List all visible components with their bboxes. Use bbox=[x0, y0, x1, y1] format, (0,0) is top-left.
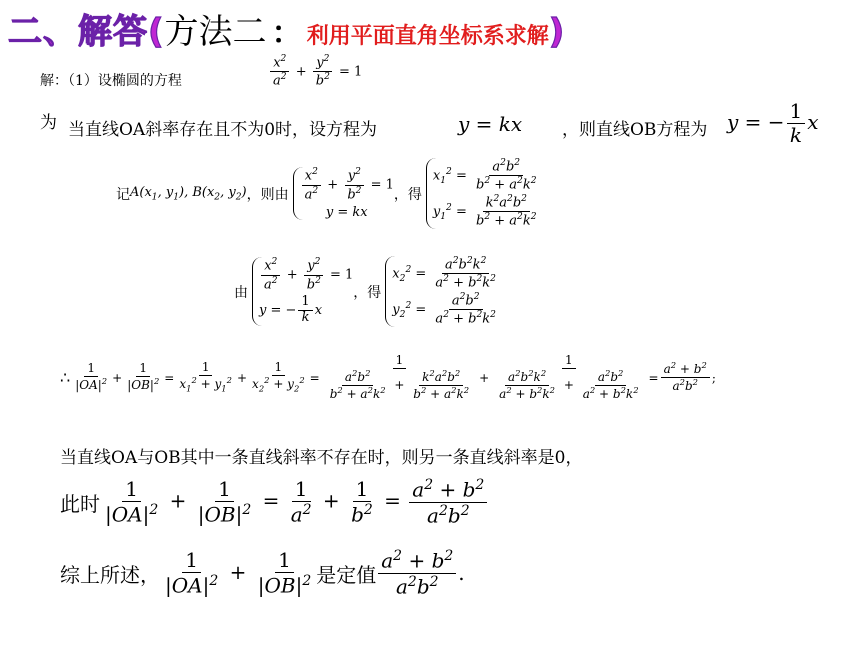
line-ob-text: ，则直线OB方程为 bbox=[562, 120, 708, 140]
system-one-result: $x_1^2$ = $\frac{a^2b^2}{b^2 + a^2k^2}$ $y_1^2$ = $\frac{k^2a^2b^2}{b^2 + a^2k^2}$ bbox=[426, 158, 542, 229]
section-header bbox=[8, 4, 564, 53]
system-two-get: ，得 bbox=[353, 284, 382, 301]
system-two-result: $x_2^2$ = $\frac{a^2b^2k^2}{a^2 + b^2k^2}$ $y_2^2$ = $\frac{a^2b^2}{a^2 + b^2k^2}$ bbox=[385, 256, 501, 327]
intro-line bbox=[40, 70, 182, 90]
fixed-value-label: 是定值 bbox=[316, 562, 377, 587]
line-ob-equation: y = − $\frac{1}{k}$ x bbox=[727, 99, 819, 147]
system-one-get: ，得 bbox=[393, 186, 422, 203]
system-one-brace: $\frac{x^2}{a^2}$ + $\frac{y^2}{b^2}$ = 1 y = kx bbox=[293, 167, 394, 220]
intro-suffix: 为 bbox=[40, 113, 57, 133]
section-label: 二、解答( bbox=[8, 12, 165, 52]
special-case-equation: 此时 $\frac{1}{|OA|^2}$ + $\frac{1}{|OB|^2}$ = $\frac{1}{a^2}$ + $\frac{1}{b^2}$ = $\frac{a^2 + b^2}{a^2b^2}$ bbox=[60, 477, 489, 527]
method-description: 利用平面直角坐标系求解 bbox=[306, 24, 549, 49]
system-one bbox=[116, 158, 542, 229]
header-colon: ： bbox=[271, 16, 302, 51]
summary-period: . bbox=[458, 561, 465, 586]
therefore-symbol: ∴ bbox=[60, 368, 71, 388]
line-oa-equation: y = kx bbox=[458, 112, 523, 136]
slope-exists-text: 当直线OA斜率存在且不为0时，设方程为 bbox=[68, 120, 378, 140]
summary-label: 综上所述， bbox=[60, 562, 160, 587]
system-two-prefix: 由 bbox=[234, 284, 248, 301]
sum-equation: ∴ $\frac{1}{|OA|^2}$ + $\frac{1}{|OB|^2}$ = $\frac{1}{x_1^2 + y_1^2}$ + $\frac{1}{x_2^2 + y_2^2}$ = 1 $\frac{a^2b^2}{b^2 + a^2k^2}$ + $\frac{k^2a^2b^2}{b^2 + a^2k^2}$ + 1 $\frac{a^2b^2k^2}{a^2 + b^2k^2}$ + $\frac{a^2b^2}{a^2 + b^2k^2}$ = $\frac{a^2 + b^2}{a^2b^2}$ ; bbox=[60, 353, 716, 401]
system-one-prefix: 记 bbox=[116, 186, 130, 203]
ellipse-equation: $\frac{x^2}{a^2}$ + $\frac{y^2}{b^2}$ = 1 bbox=[268, 54, 362, 90]
summary-equation: 综上所述， $\frac{1}{|OA|^2}$ + $\frac{1}{|OB|^2}$ 是定值 $\frac{a^2 + b^2}{a^2b^2}$ . bbox=[60, 547, 465, 599]
intro-label: 解：（1）设椭圆的方程 bbox=[40, 73, 182, 89]
points-ab: $A(x_1$, $y_1$), $B(x_2$, $y_2$) bbox=[130, 184, 247, 203]
zero-slope-text: 当直线OA与OB其中一条直线斜率不存在时，则另一条直线斜率是0， bbox=[60, 448, 583, 468]
close-paren: ) bbox=[548, 12, 565, 52]
system-one-then: ，则由 bbox=[246, 186, 289, 203]
system-two-brace: $\frac{x^2}{a^2}$ + $\frac{y^2}{b^2}$ = 1 y = − $\frac{1}{k}$ x bbox=[252, 257, 353, 325]
system-two bbox=[234, 256, 501, 327]
method-label: 方法二 bbox=[164, 12, 267, 52]
at-this-time-label: 此时 bbox=[60, 491, 100, 516]
